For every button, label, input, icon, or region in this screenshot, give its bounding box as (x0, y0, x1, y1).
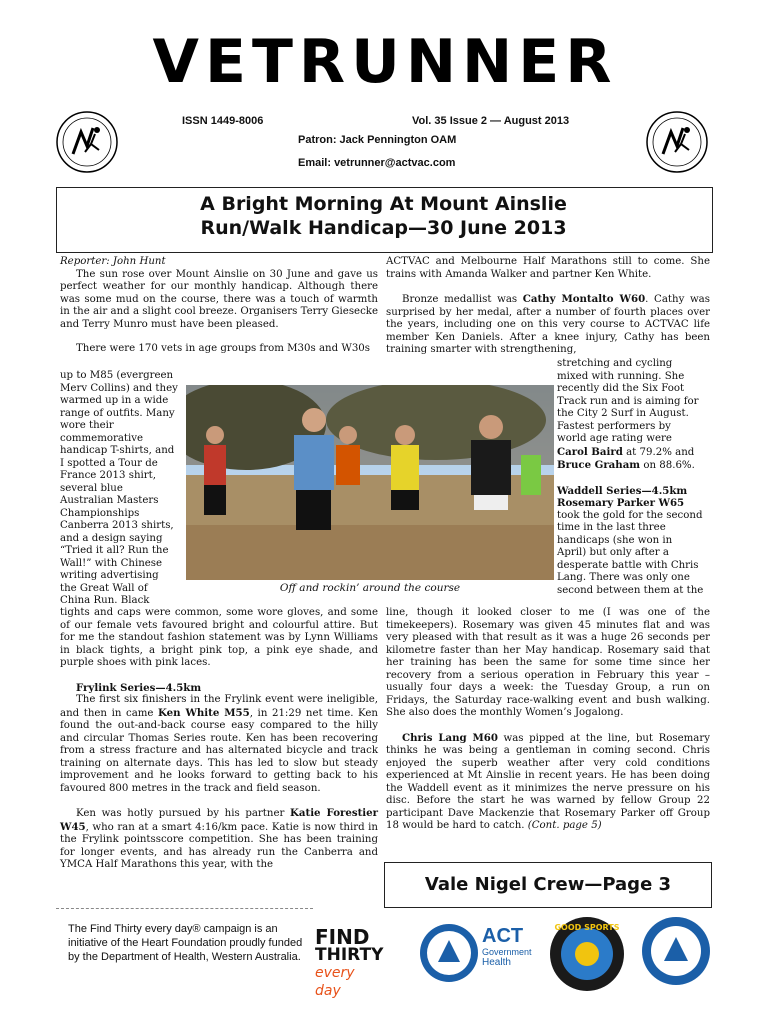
col1-wrap-line: several blue (60, 482, 123, 494)
col2-wrap-waddell-line: time in the last three (557, 522, 666, 533)
col1-wrap-line: I spotted a Tour de (60, 457, 158, 469)
col2-para-1: ACTVAC and Melbourne Half Marathons still to come. She trains with Amanda Walker and partner Ken White. (386, 256, 710, 280)
column-1-top (60, 256, 378, 356)
bruce-graham: Bruce Graham (557, 459, 641, 471)
col1-wrap-line: Australian Masters (60, 495, 159, 506)
column-2-top (386, 256, 710, 357)
issn: ISSN 1449-8006 (182, 115, 264, 127)
act-health-logo: ACT Government Health (482, 925, 532, 968)
race-photo (186, 385, 554, 580)
column-2-wrap: stretching and cycling mixed with running. She recently did the Six Foot Track run and is aiming for the City 2 Surf in August. Fastest performers by world age rating were Carol Baird at 79.2% and Bruce Graham on 88.6%. Waddell Series—4.5km Rosemary Parker W65 took the gold for the second time in the last three handicaps (she won in April) but only after a desperate battle with Chris Lang. There was only one second between them at the (557, 358, 711, 597)
reporter-byline: Reporter: John Hunt (60, 256, 166, 267)
photo-caption: Off and rockin’ around the course (279, 582, 461, 594)
col2-wrap-line: mixed with running. She (557, 370, 685, 382)
col2-wrap-waddell-line: second between them at the (557, 584, 704, 596)
masthead-title: VETRUNNER (152, 27, 618, 97)
col1-wrap-line: handicap T-shirts, and (60, 445, 175, 456)
col1-wrap-line: wore their (60, 420, 114, 431)
column-1-bottom (60, 607, 378, 872)
find-thirty-logo: FIND THIRTY every day (315, 925, 384, 999)
headline-line-1: A Bright Morning At Mount Ainslie (200, 193, 567, 215)
headline-line-2: Run/Walk Handicap—30 June 2013 (200, 217, 567, 239)
act-government-seal-icon (640, 915, 712, 987)
government-crest-icon (418, 922, 480, 984)
carol-baird: Carol Baird (557, 445, 623, 458)
col1-wrap-line: warmed up in a wide (60, 395, 169, 406)
article-headline (56, 192, 711, 240)
email: Email: vetrunner@actvac.com (298, 157, 456, 169)
col2-wrap-waddell-line: desperate battle with Chris (557, 559, 699, 571)
article-para-1: The sun rose over Mount Ainslie on 30 June and gave us perfect weather for our monthly handicap. Although there was some mud on the course, there was a touch of warmth in the air and a slight cool breeze. Organisers Terry Giesecke and Terry Munro must have been pleased. (60, 268, 378, 330)
col2-wrap-line: recently did the Six Foot (557, 383, 685, 394)
col2-para-2: Bronze medallist was Cathy Montalto W60. Cathy was surprised by her medal, after a number of fourth places over the years, including one on this very course to ACTVAC life member Ken Daniels. After a knee injury, Cathy has been training smarter with strengthening, (386, 293, 710, 355)
frylink-heading: Frylink Series—4.5km (76, 681, 202, 694)
col2-wrap-line: world age rating were (557, 433, 672, 444)
col2-wrap-line: stretching and cycling (557, 358, 673, 369)
col2-para-3: line, though it looked closer to me (I was one of the timekeepers). Rosemary was given 45 minutes flat and was very pleased with that result as it was a huge 26 seconds per kilometre faster than her May handicap. Rosemary said that her training has been the same for some time since her recovery from a serious operation in February this year – usually four days a week: the Tuesday Group, a run on Fridays, the Saturday race-walking event and bush walking. She also does the monthly Women’s Jogalong. (386, 607, 710, 718)
club-logo-left (55, 110, 119, 174)
col1-wrap-line: writing advertising (60, 570, 159, 581)
col1-wrap-line: up to M85 (evergreen (60, 370, 174, 381)
col2-wrap-waddell-line: April) but only after a (557, 547, 669, 558)
good-sports-logo: GOOD SPORTS (548, 915, 626, 993)
col1-wrap-line: China Run. Black (60, 595, 150, 606)
col1-wrap-line: Merv Collins) and they (60, 382, 178, 394)
column-1-wrap (60, 370, 185, 608)
col1-wrap-line: Canberra 2013 shirts, (60, 520, 174, 531)
col2-wrap-line: Track run and is aiming for (557, 395, 699, 407)
article-para-2-rest: tights and caps were common, some wore gloves, and some of our female vets favoured bright and colourful attire. But for me the standout fashion statement was by Lynn Williams in black tights, a bright pink top, a pink eye shade, and purple shoes with pink laces. (60, 607, 378, 668)
col1-wrap-line: Wall!” with Chinese (60, 557, 163, 569)
frylink-para-2: Ken was hotly pursued by his partner Katie Forestier W45, who ran at a smart 4:16/km pace. Katie is now third in the Frylink pointsscore competition. She has been training for longer events, and has already run the Canberra and YMCA Half Marathons this year, with the (60, 807, 378, 870)
col2-wrap-line: Fastest performers by (557, 420, 671, 432)
vale-nigel-crew-callout: Vale Nigel Crew—Page 3 (384, 862, 712, 908)
col1-wrap-line: the Great Wall of (60, 582, 148, 594)
col2-wrap-waddell-line: Lang. There was only one (557, 572, 690, 583)
col1-wrap-line: Championships (60, 507, 140, 519)
col2-wrap-line: the City 2 Surf in August. (557, 408, 689, 419)
find-thirty-text: The Find Thirty every day® campaign is an initiative of the Heart Foundation proudly funded by the Department of Health, Western Australia. (68, 923, 303, 963)
col1-wrap-line: France 2013 shirt, (60, 470, 156, 481)
patron: Patron: Jack Pennington OAM (298, 134, 457, 146)
article-para-2-start: There were 170 vets in age groups from M30s and W30s (76, 343, 371, 354)
col1-wrap-line: “Tried it all? Run the (60, 545, 169, 556)
issue-volume: Vol. 35 Issue 2 — August 2013 (412, 115, 570, 127)
col1-wrap-line: range of outfits. Many (60, 407, 175, 419)
column-2-bottom (386, 607, 710, 833)
col2-para-4: Chris Lang M60 was pipped at the line, but Rosemary thinks he was being a gentleman in coming second. Chris enjoyed the superb weather after very cold conditions experienced at Mt Ainslie in recent years. He has been doing the Waddell event as it minimizes the nerve pressure on his disc. Before the start he was warned by fellow Group 22 participant Dave Mackenzie that Rosemary Parker off Group 18 would be hard to catch. (Cont. page 5) (386, 731, 710, 831)
col2-wrap-waddell-line: took the gold for the second (557, 509, 703, 521)
col2-wrap-waddell-line: handicaps (she won in (557, 534, 673, 546)
col1-wrap-line: and a design saying (60, 532, 163, 544)
col1-wrap-line: commemorative (60, 432, 144, 444)
rosemary-parker: Rosemary Parker W65 (557, 497, 685, 509)
footer-rule (56, 908, 313, 909)
waddell-heading: Waddell Series—4.5km (557, 484, 688, 497)
frylink-para-1: The first six finishers in the Frylink event were ineligible, and then in came Ken White M55, in 21:29 net time. Ken found the out-and-back course easy compared to the hilly and circular Thomas Series route. Ken has been recovering from a stress fracture and has alternated bicycle and track training on alternate days. This has led to slow but steady improvement and he looks forward to getting back to his favoured 800 metres in the track and field season. (60, 694, 378, 794)
club-logo-right (645, 110, 709, 174)
